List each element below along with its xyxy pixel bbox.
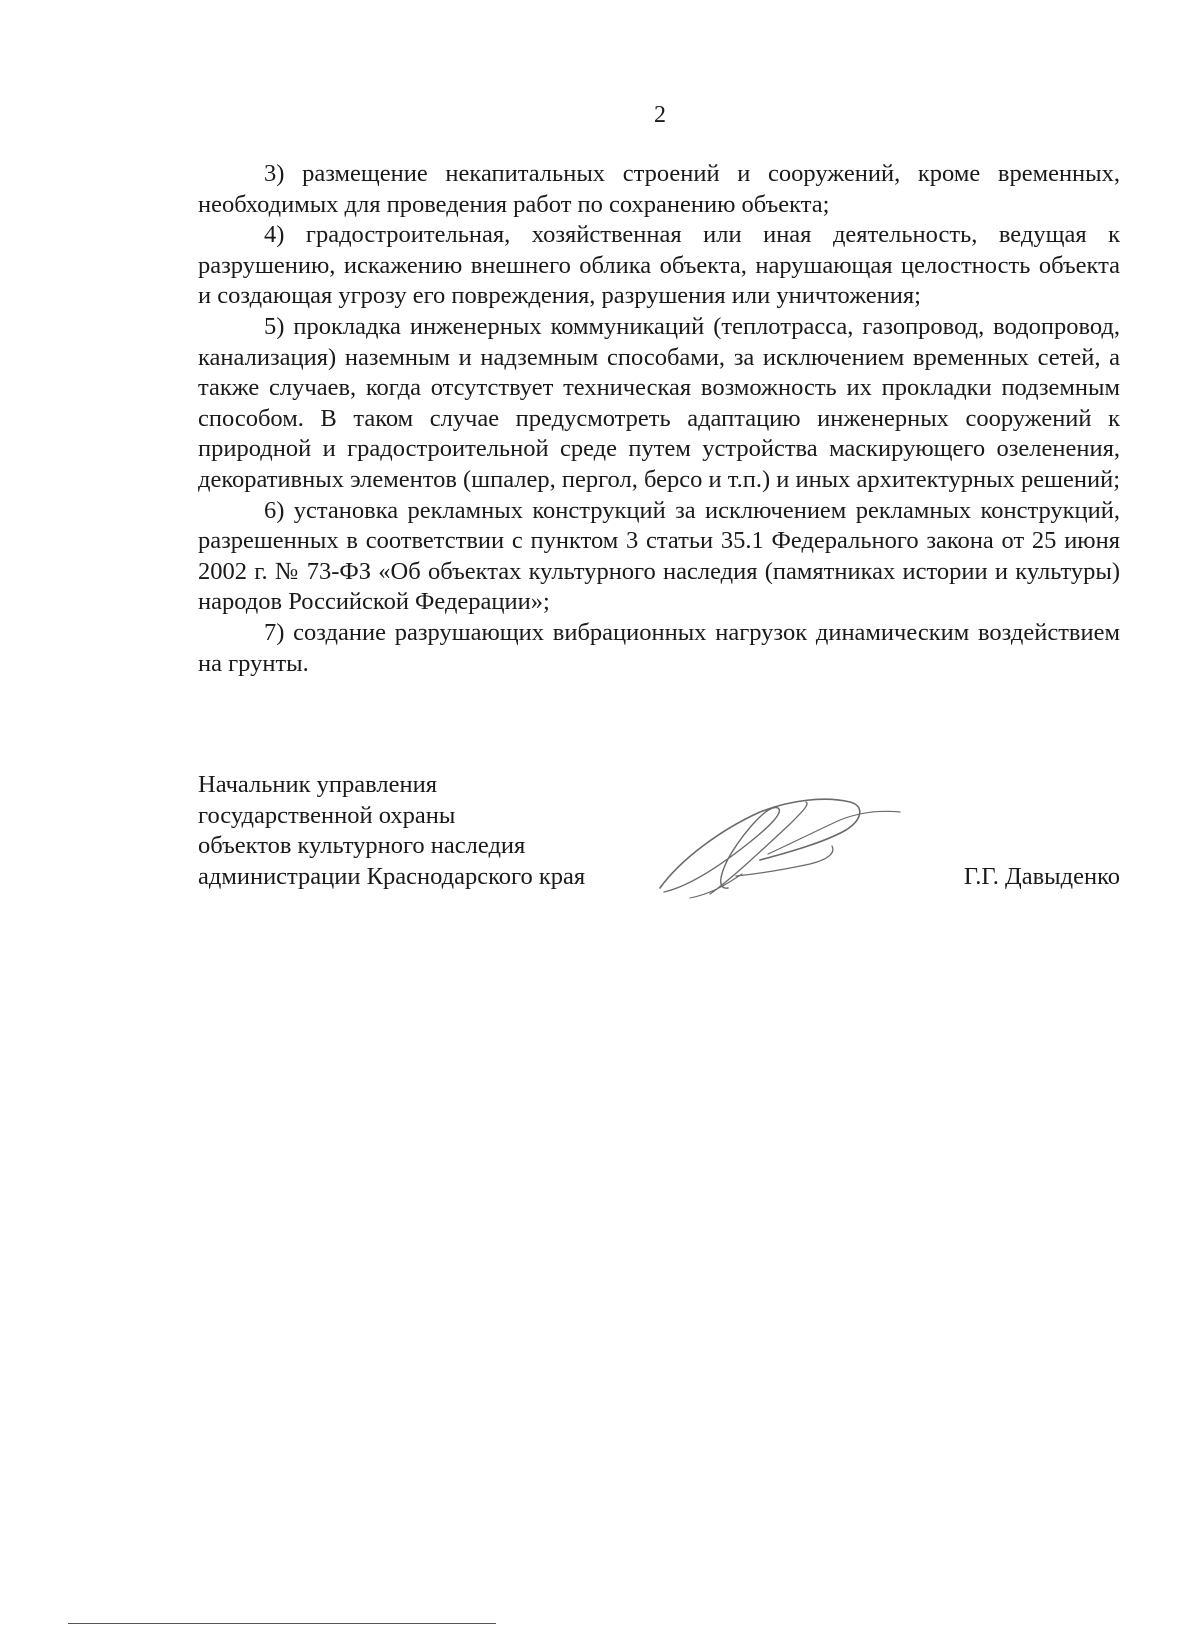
paragraph-item-3: 3) размещение некапитальных строений и сооружений, кроме временных, необходимых для проведения работ по сохранению объекта; — [198, 160, 1120, 218]
paragraph-item-6: 6) установка рекламных конструкций за исключением рекламных конструкций, разрешенных в соответствии с пунктом 3 статьи 35.1 Федерального закона от 25 июня 2002 г. № 73-ФЗ «Об объектах культурного наследия (памятниках истории и культуры) народов Российской Федерации»; — [198, 496, 1120, 616]
signer-title-line: администрации Краснодарского края — [198, 862, 586, 890]
signer-title-line: объектов культурного наследия — [198, 832, 526, 860]
signature-stroke — [710, 802, 807, 894]
footer-rule — [68, 1623, 496, 1624]
signer-title-line: Начальник управления — [198, 771, 437, 798]
signer-title-line: государственной охраны — [198, 801, 456, 829]
signature-stroke — [660, 799, 860, 888]
page-number: 2 — [654, 102, 666, 128]
paragraph-item-7: 7) создание разрушающих вибрационных нагрузок динамическим воздействием на грунты. — [198, 618, 1120, 677]
paragraph-item-4: 4) градостроительная, хозяйственная или иная деятельность, ведущая к разрушению, искажению внешнего облика объекта, нарушающая целостность объекта и создающая угрозу его повреждения, разрушения или уничтожения; — [198, 221, 1120, 310]
signature-stroke — [768, 811, 900, 854]
signature-block — [198, 770, 1120, 910]
handwritten-signature — [650, 790, 910, 910]
body-text — [198, 159, 1120, 679]
signer-title — [198, 770, 585, 892]
paragraph-item-5: 5) прокладка инженерных коммуникаций (теплотрасса, газопровод, водопровод, канализация) наземным и надземным способами, за исключением временных сетей, а также случаев, когда отсутствует техническая возможность их прокладки подземным способом. В таком случае предусмотреть адаптацию инженерных сооружений к природной и градостроительной среде путем устройства маскирующего озеленения, декоративных элементов (шпалер, пергол, берсо и т.п.) и иных архитектурных решений; — [198, 312, 1121, 493]
signer-name: Г.Г. Давыденко — [963, 863, 1120, 890]
